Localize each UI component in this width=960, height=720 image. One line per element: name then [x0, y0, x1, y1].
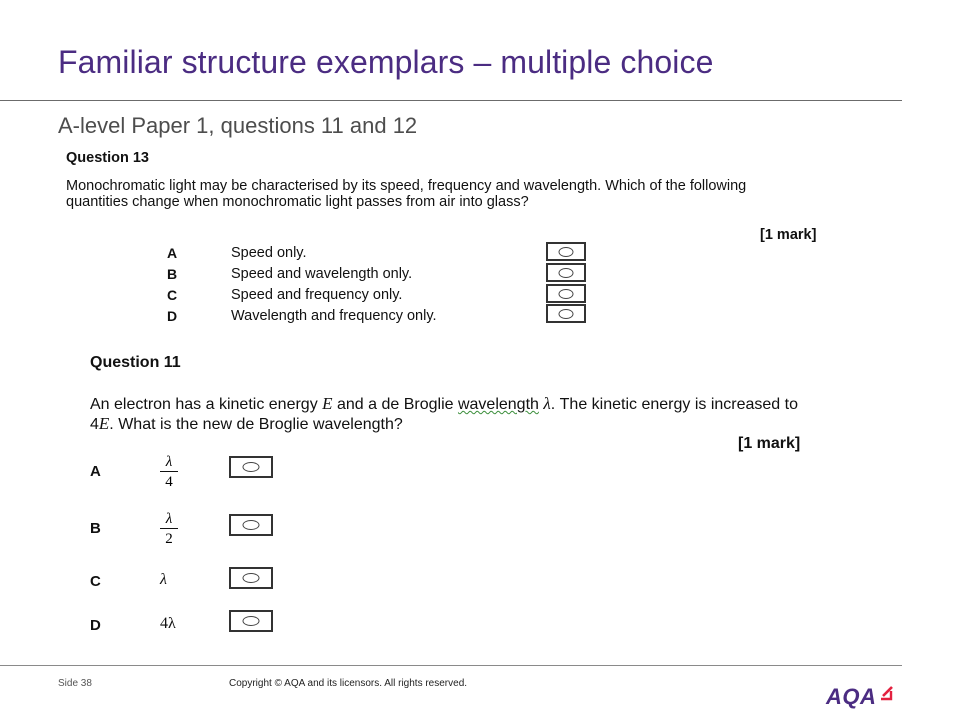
aqa-logo-mark-icon [878, 685, 894, 701]
q13-option-d-answer-box[interactable] [546, 304, 586, 323]
q11-option-a-fraction [160, 455, 178, 489]
aqa-logo-text: AQA [826, 684, 877, 709]
spellcheck-flagged-word: wavelength [457, 396, 539, 413]
q11-option-c-letter: C [90, 573, 101, 590]
fraction-numerator: λ [160, 455, 178, 472]
q13-option-c-text: Speed and frequency only. [231, 287, 403, 303]
energy-symbol: E [322, 394, 333, 413]
slide-number: Side 38 [58, 678, 92, 689]
q11-text-part-4: . What is the new de Broglie wavelength? [109, 416, 403, 433]
question-11-heading: Question 11 [90, 354, 181, 371]
q13-option-c-letter: C [167, 287, 178, 303]
oval-icon [559, 289, 574, 299]
question-13-heading: Question 13 [66, 150, 149, 166]
oval-icon [559, 309, 574, 319]
question-11-marks: [1 mark] [738, 435, 801, 452]
q13-option-d-letter: D [167, 308, 178, 324]
aqa-logo [826, 684, 894, 710]
q11-text-part-3: . The kinetic energy is increased to 4 [90, 396, 798, 433]
q11-option-d-expression: 4λ [160, 615, 176, 632]
oval-icon [243, 616, 260, 626]
q13-option-b-answer-box[interactable] [546, 263, 586, 282]
fraction-denominator: 2 [165, 531, 173, 547]
question-11-text [90, 394, 810, 434]
q11-option-b-fraction [160, 512, 178, 546]
fraction-denominator: 4 [165, 474, 173, 490]
q13-option-a-answer-box[interactable] [546, 242, 586, 261]
q11-option-d-answer-box[interactable] [229, 610, 273, 632]
oval-icon [559, 268, 574, 278]
q11-text-part-1: An electron has a kinetic energy [90, 396, 318, 413]
q11-option-d-letter: D [90, 617, 101, 634]
oval-icon [243, 573, 260, 583]
oval-icon [243, 462, 260, 472]
q11-option-a-letter: A [90, 463, 101, 480]
q13-option-b-letter: B [167, 266, 178, 282]
q13-option-b-text: Speed and wavelength only. [231, 266, 413, 282]
q13-option-a-letter: A [167, 245, 178, 261]
q13-option-c-answer-box[interactable] [546, 284, 586, 303]
q11-option-c-expression: λ [160, 571, 167, 588]
q13-option-a-text: Speed only. [231, 245, 307, 261]
q11-option-c-answer-box[interactable] [229, 567, 273, 589]
footer-divider [0, 665, 902, 666]
q11-text-part-2: and a de Broglie [336, 396, 454, 413]
copyright-notice: Copyright © AQA and its licensors. All rights reserved. [229, 678, 468, 689]
slide-subtitle: A-level Paper 1, questions 11 and 12 [58, 113, 418, 138]
oval-icon [243, 520, 260, 530]
title-divider [0, 100, 902, 101]
q11-option-b-answer-box[interactable] [229, 514, 273, 536]
q11-option-b-letter: B [90, 520, 101, 537]
q11-option-a-answer-box[interactable] [229, 456, 273, 478]
energy-symbol: E [98, 414, 110, 433]
q13-option-d-text: Wavelength and frequency only. [231, 308, 437, 324]
question-13-text: Monochromatic light may be characterised by its speed, frequency and wavelength. Which of the following quantities change when monochromatic light passes from air into glass? [66, 178, 747, 210]
slide-title: Familiar structure exemplars – multiple choice [58, 44, 714, 80]
lambda-symbol: λ [543, 394, 551, 413]
fraction-numerator: λ [160, 512, 178, 529]
question-13-marks: [1 mark] [760, 227, 817, 243]
oval-icon [559, 247, 574, 257]
